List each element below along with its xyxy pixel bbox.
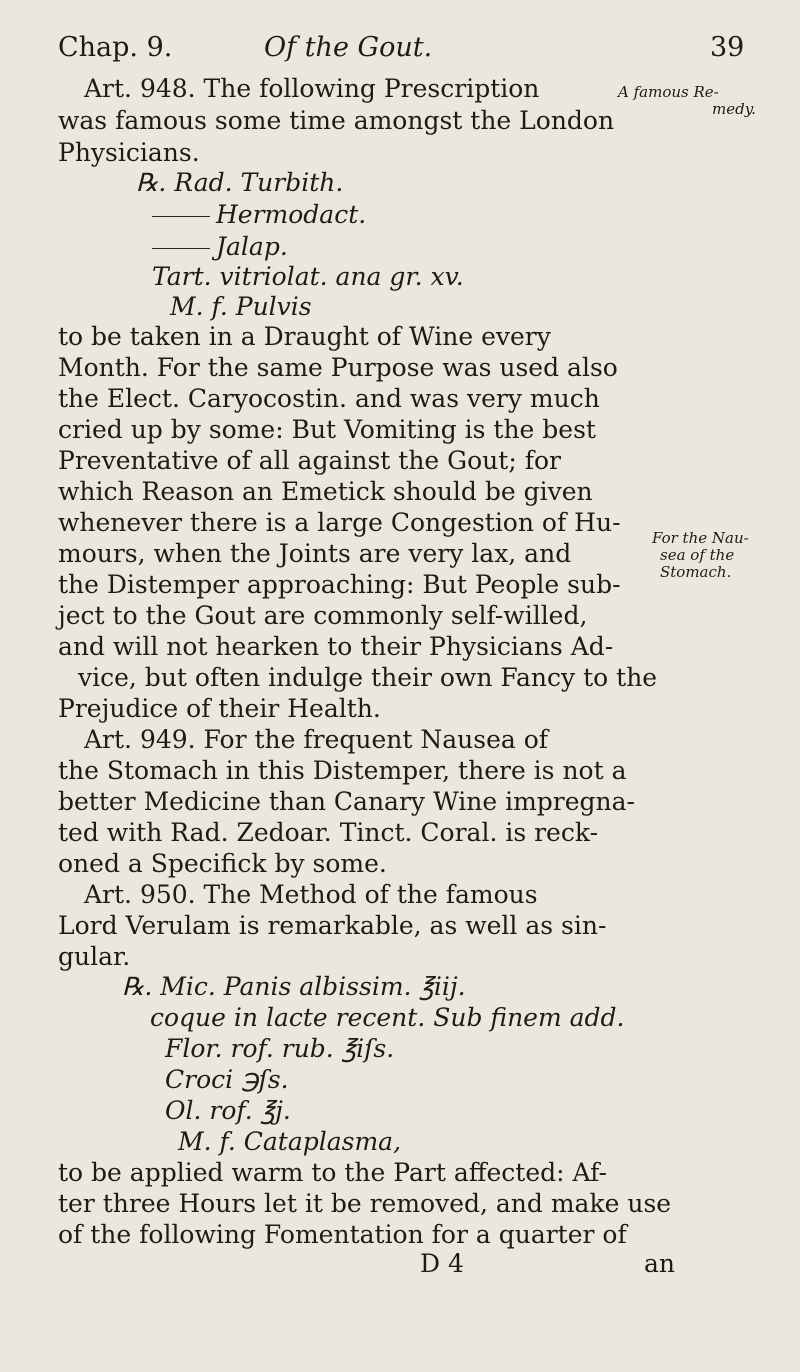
margin-note-famous-remedy: A famous Re- medy.: [618, 83, 756, 118]
text-line: vice, but often indulge their own Fancy to the: [78, 663, 658, 692]
margin-note-nausea: For the Nau- sea of the Stomach.: [652, 529, 749, 581]
text-line: which Reason an Emetick should be given: [58, 477, 593, 506]
text-line: and will not hearken to their Physicians Ad-: [58, 632, 614, 661]
text-line: ject to the Gout are commonly self-willed,: [58, 601, 588, 630]
text-line: oned a Specifick by some.: [58, 849, 387, 878]
text-line: to be applied warm to the Part affected: Af-: [58, 1158, 607, 1187]
recipe-line: ℞. Rad. Turbith.: [136, 168, 344, 197]
text-line: Preventative of all against the Gout; for: [58, 446, 561, 475]
signature-mark: D 4: [420, 1249, 464, 1278]
ditto-rule: [152, 216, 210, 217]
text-line: gular.: [58, 942, 131, 971]
text-line: mours, when the Joints are very lax, and: [58, 539, 572, 568]
text-line: Art. 950. The Method of the famous: [84, 880, 538, 909]
running-title: Of the Gout.: [264, 32, 433, 63]
text-line: the Distemper approaching: But People sub-: [58, 570, 621, 599]
chapter-label: Chap. 9.: [58, 32, 173, 63]
recipe-line: M. f. Pulvis: [170, 292, 312, 321]
recipe-line: Hermodact.: [152, 200, 366, 230]
recipe-line: Flor. rof. rub. ℥iſs.: [165, 1034, 395, 1063]
recipe-line: Tart. vitriolat. ana gr. xv.: [152, 262, 464, 291]
text-line: the Stomach in this Distemper, there is not a: [58, 756, 627, 785]
text-line: Art. 948. The following Prescription: [84, 74, 540, 103]
text-line: ted with Rad. Zedoar. Tinct. Coral. is reck-: [58, 818, 599, 847]
text-line: whenever there is a large Congestion of Hu-: [58, 508, 621, 537]
text-line: Prejudice of their Health.: [58, 694, 381, 723]
catchword: an: [644, 1249, 676, 1278]
text-line: cried up by some: But Vomiting is the best: [58, 415, 596, 444]
recipe-line: M. f. Cataplasma,: [178, 1127, 402, 1156]
page-number: 39: [710, 32, 745, 63]
recipe-line: Ol. rof. ℥j.: [165, 1096, 291, 1125]
running-header: [58, 32, 748, 72]
text-line: ter three Hours let it be removed, and make use: [58, 1189, 672, 1218]
text-line: Month. For the same Purpose was used also: [58, 353, 618, 382]
text-line: better Medicine than Canary Wine impregna-: [58, 787, 635, 816]
recipe-line: Jalap.: [152, 232, 288, 262]
ditto-rule: [152, 248, 210, 249]
text-line: of the following Fomentation for a quarter of: [58, 1220, 627, 1249]
recipe-line: ℞. Mic. Panis albissim. ℥iij.: [122, 972, 466, 1001]
text-line: to be taken in a Draught of Wine every: [58, 322, 551, 351]
text-line: Physicians.: [58, 138, 200, 167]
text-line: the Elect. Caryocostin. and was very much: [58, 384, 600, 413]
recipe-line: coque in lacte recent. Sub finem add.: [150, 1003, 625, 1032]
text-line: Lord Verulam is remarkable, as well as sin-: [58, 911, 607, 940]
text-line: Art. 949. For the frequent Nausea of: [84, 725, 549, 754]
recipe-line: Croci ℈ſs.: [165, 1065, 289, 1094]
text-line: was famous some time amongst the London: [58, 106, 615, 135]
